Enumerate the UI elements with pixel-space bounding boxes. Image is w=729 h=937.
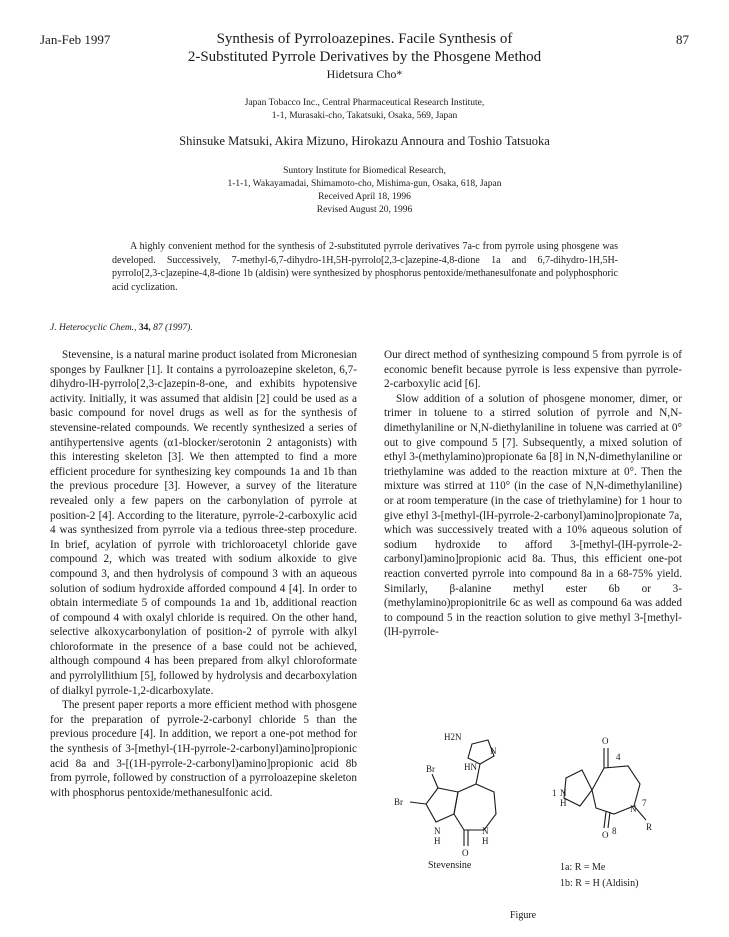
body-paragraph: Stevensine, is a natural marine product isolated from Micronesian sponges by Faulkner [1]. It contains a pyrroloazepine skeleton, 6,7-dihydro-lH-pyrrolo[2,3-c]azepin-8-one, and exhibits hypotensive activity. Initially, it was assumed that aldisin [2] could be used as a basic compound for novel drugs as well as for the synthesis of stevensine-related compounds. We recently synthesized a series of antihypertensive agents (α1-blocker/serotonin 2 antagonists) with this interesting skeleton [3]. We then attempted to find a more efficient procedure for synthesizing key compounds 1a and 1b than the previous procedure [3]. However, a survey of the literature revealed only a few papers on the carbonylation of pyrrole at position-2 [4]. According to the literature, pyrrole-2-carboxylic acid 4 was synthesized from pyrrole via a tedious three-step procedure. In brief, acylation of pyrrole with trichloroacetyl chloride gave compound 2, which was treated with sodium alkoxide to give compound 3, and then hydrolysis of compound 3 with an aqueous solution of sodium hydroxide afforded compound 4 [4]. In order to obtain intermediate 5 of compounds 1a and 1b, additional reaction of compound 4 with oxalyl chloride is required. On the other hand, selective alkoxycarbonylation of position-2 of pyrrole with alkyl chloroformate in the presence of a base could not be achieved, although compound 4 has been prepared from alkyl chloroformate and pyrrolyllithium [5], followed by hydrolysis and decarboxylation of dialkyl pyrrole-1,2-dicarboxylate.: [50, 349, 357, 697]
pyrrole-ring: [426, 788, 458, 822]
h2n-label: H2N: [444, 732, 462, 742]
journal-date: Jan-Feb 1997: [40, 32, 111, 47]
ketone-o-label: O: [602, 736, 609, 746]
aldisin-h-label: H: [560, 798, 567, 808]
body-paragraph: Our direct method of synthesizing compound 5 from pyrrole is of economic benefit because pyrrole is less expensive than pyrrole-2-carboxylic acid [6].: [384, 349, 682, 391]
citation-journal: J. Heterocyclic Chem.,: [50, 323, 137, 333]
affiliation-1-line-1: Japan Tobacco Inc., Central Pharmaceutical Research Institute,: [244, 98, 485, 108]
carbonyl-o-label: O: [462, 848, 469, 858]
revised-date: Revised August 20, 1996: [316, 205, 413, 215]
aldisin-amide-n-label: N: [630, 804, 637, 814]
imidazole-n-label: N: [490, 746, 497, 756]
bromo-label-2: Br: [394, 797, 403, 807]
chemical-structures-drawing: [384, 722, 684, 932]
citation-volume: 34,: [138, 323, 151, 333]
position-1-label: 1: [552, 788, 557, 798]
aldisin-carbonyl-o-label: O: [602, 830, 609, 840]
compound-1b-label: 1b: R = H (Aldisin): [560, 878, 639, 889]
body-left-column: [50, 348, 357, 800]
author-name: Hidetsura Cho*: [326, 67, 403, 81]
affiliation-2-line-1: Suntory Institute for Biomedical Research,: [283, 166, 446, 176]
imidazole-hn-label: HN: [464, 762, 477, 772]
citation-pages: 87 (1997).: [153, 323, 193, 333]
amide-n-label: N: [482, 826, 489, 836]
body-paragraph: Slow addition of a solution of phosgene monomer, dimer, or trimer in toluene to a stirred solution of pyrrole and N,N-dimethylaniline or N,N-diethylaniline in toluene was carried at 0° out to give compound 5 [7]. Subsequently, a mixed solution of ethyl 3-(methylamino)propionate 6a [8] in N,N-dimethylaniline or triethylamine was added to the reaction mixture at 0°. Then the mixture was stirred at 110° (in the case of N,N-dimethylaniline) or at room temperature (in the case of triethylamine) for 1 hour to give ethyl 3-[methyl-(lH-pyrrole-2-carbonyl)amino]propionate 7a, which was successively treated with a 10% aqueous solution of sodium hydroxide to afford 3-[methyl-(lH-pyrrole-2-carbonyl)amino]propionic acid 8a. Thus, this efficient one-pot reaction converted pyrrole into compound 8a in a 68-75% yield. Similarly, β-alanine methyl ester 6b or 3-(methylamino)propionitrile 6c as well as compound 6a was added to compound 5 in the reaction solution to give methyl 3-[methyl-(lH-pyrrole-: [384, 392, 682, 639]
compound-1a-label: 1a: R = Me: [560, 862, 606, 873]
position-8-label: 8: [612, 826, 617, 836]
amide-h-label: H: [482, 836, 489, 846]
aldisin-n-label: N: [560, 788, 567, 798]
figure: [384, 722, 684, 932]
abstract: A highly convenient method for the synthesis of 2-substituted pyrrole derivatives 7a-c from pyrrole using phosgene was developed. Successively, 7-methyl-6,7-dihydro-1H,5H-pyrrolo[2,3-c]azepine-4,8-dione 1a and 6,7-dihydro-1H,5H-pyrrolo[2,3-c]azepine-4,8-dione 1b (aldisin) were synthesized by phosphorus pentoxide/methanesulfonate and polyphosphoric acid cyclization.: [112, 241, 618, 293]
azepinone-ring: [454, 784, 496, 830]
paper-title-line-1: Synthesis of Pyrroloazepines. Facile Synthesis of: [216, 31, 513, 47]
figure-caption: Figure: [510, 910, 537, 921]
pyrrole-n-label: N: [434, 826, 441, 836]
page-number: 87: [676, 32, 689, 47]
position-4-label: 4: [616, 752, 621, 762]
affiliation-1-line-2: 1-1, Murasaki-cho, Takatsuki, Osaka, 569, Japan: [271, 111, 458, 121]
body-paragraph: The present paper reports a more efficient method with phosgene for the preparation of pyrrole-2-carbonyl chloride 5 than the previous procedure [4]. In addition, we report a one-pot method for the synthesis of 3-[methyl-(1H-pyrrole-2-carbonyl)amino]propionic acid 8a and 3-[(1H-pyrrole-2-carbonyl)amino]propionic acid 8b from pyrrole, followed by construction of a pyrroloazepine skeleton with phosphorus pentoxide/methanesulfonic acid.: [50, 699, 357, 799]
paper-title-line-2: 2-Substituted Pyrrole Derivatives by the Phosgene Method: [187, 49, 542, 65]
stevensine-label: Stevensine: [428, 860, 472, 871]
coauthors: Shinsuke Matsuki, Akira Mizuno, Hirokazu Annoura and Toshio Tatsuoka: [179, 134, 550, 148]
affiliation-2-line-2: 1-1-1, Wakayamadai, Shimamoto-cho, Mishima-gun, Osaka, 618, Japan: [227, 179, 502, 189]
body-right-column: [384, 348, 682, 640]
bromo-label-1: Br: [426, 764, 435, 774]
pyrrole-h-label: H: [434, 836, 441, 846]
aldisin-pyrrole-ring: [564, 770, 592, 806]
r-group-label: R: [646, 822, 653, 832]
received-date: Received April 18, 1996: [318, 192, 411, 202]
position-7-label: 7: [642, 798, 647, 808]
citation: [50, 323, 193, 333]
